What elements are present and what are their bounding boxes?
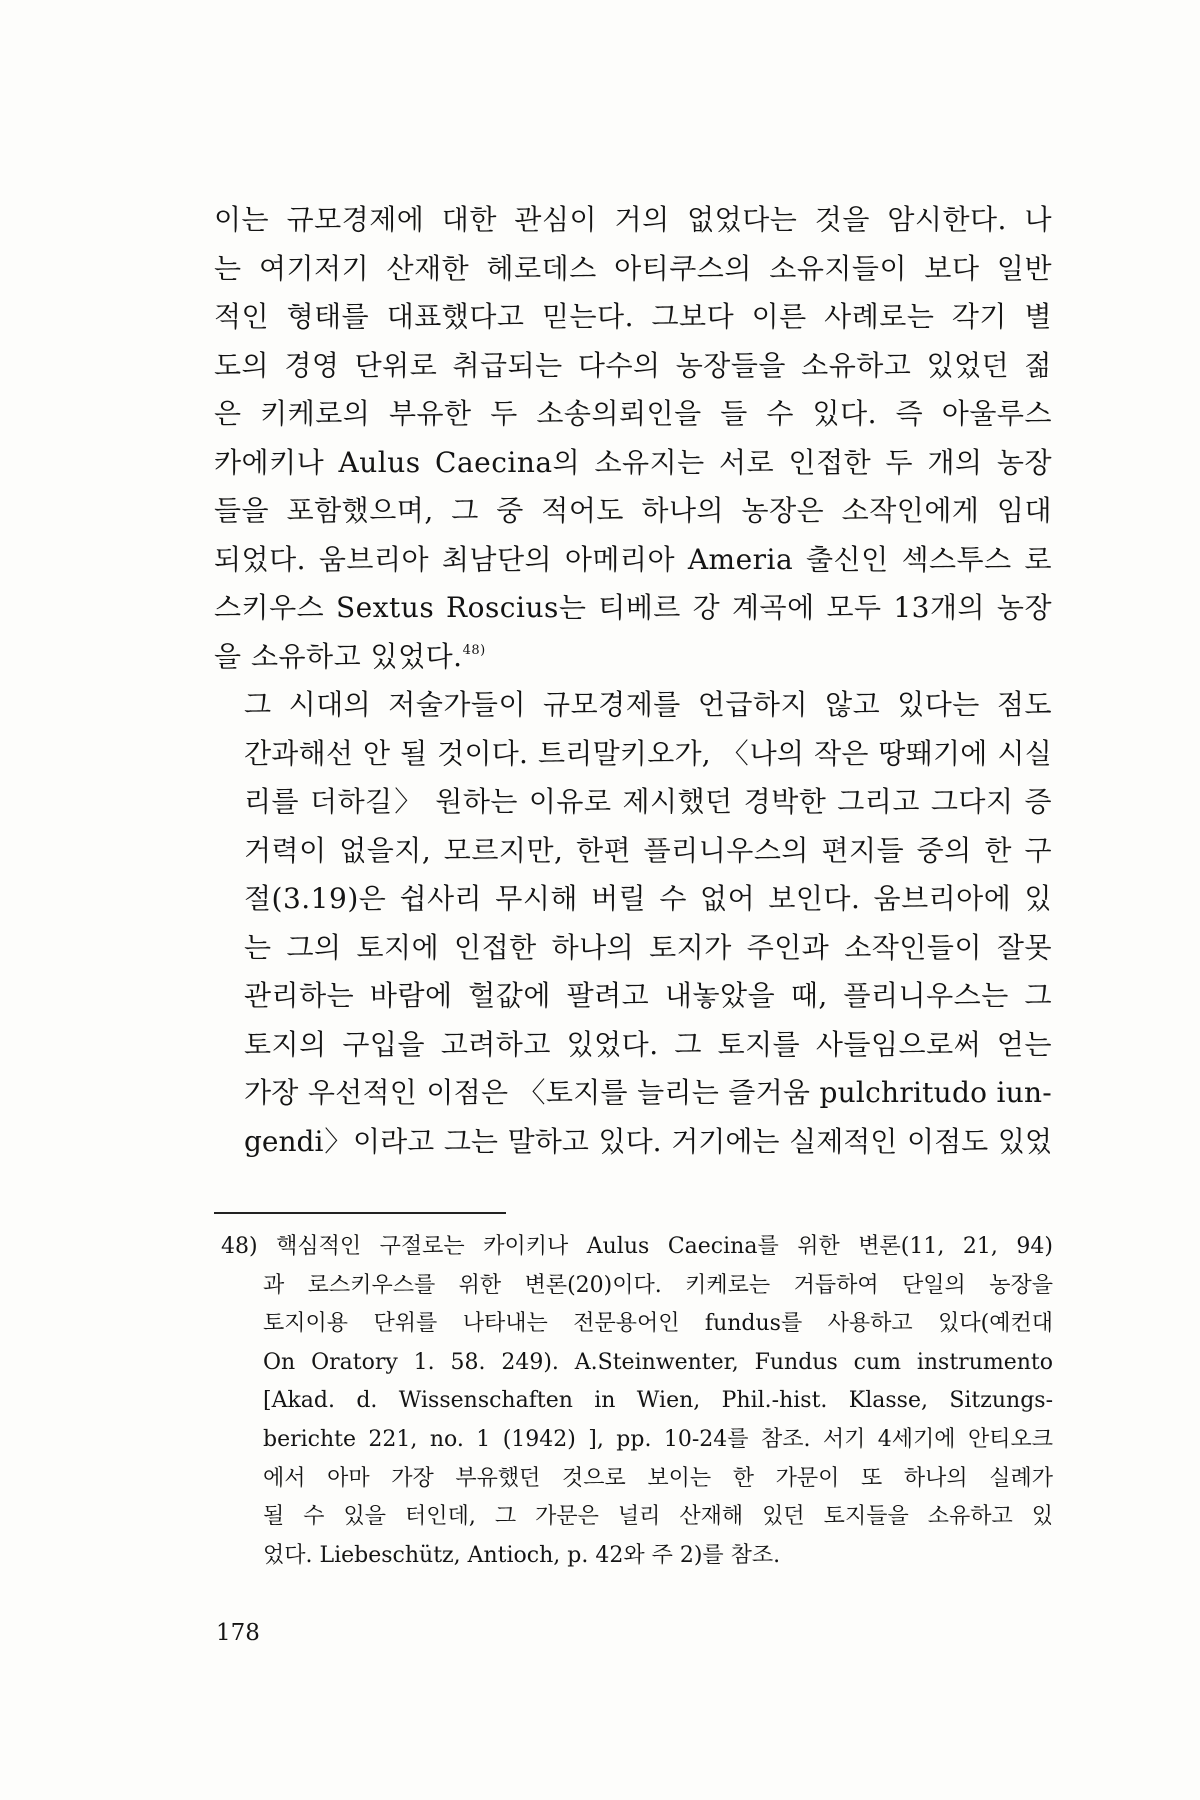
footnote-line: 었다. Liebeschütz, Antioch, p. 42와 주 2)를 참조. [263,1542,781,1568]
text-line: 가장 우선적인 이점은 〈토지를 늘리는 즐거움 pulchritudo iun- [244,1076,1052,1109]
text-line: 간과해선 안 될 것이다. 트리말키오가, 〈나의 작은 땅뙈기에 시실 [244,736,1052,770]
paragraph-2 [214,681,1052,1166]
footnote-divider [214,1212,506,1214]
text-line: 스키우스 Sextus Roscius는 티베르 강 계곡에 모두 13개의 농장 [214,591,1052,624]
text-line: 거력이 없을지, 모르지만, 한편 플리니우스의 편지들 중의 한 구 [244,833,1052,867]
text-line: 는 여기저기 산재한 헤로데스 아티쿠스의 소유지들이 보다 일반 [214,251,1052,285]
footnote-line: 토지이용 단위를 나타내는 전문용어인 fundus를 사용하고 있다(예컨대 [263,1311,1053,1337]
main-text [214,196,1052,1166]
footnote-line: 과 로스키우스를 위한 변론(20)이다. 키케로는 거듭하여 단일의 농장을 [263,1272,1053,1298]
footnote-line: On Oratory 1. 58. 249). A.Steinwenter, Fundus cum instrumento [263,1349,1053,1375]
text-line-last [214,633,1052,682]
footnote-line: berichte 221, no. 1 (1942) ], pp. 10-24를 참조. 서기 4세기에 안티오크 [263,1426,1053,1452]
text-line: gendi〉이라고 그는 말하고 있다. 거기에는 실제적인 이점도 있었 [244,1124,1052,1158]
text-line: 도의 경영 단위로 취급되는 다수의 농장들을 소유하고 있었던 젊 [214,348,1052,382]
text-line: 카에키나 Aulus Caecina의 소유지는 서로 인접한 두 개의 농장 [214,445,1052,479]
text-line-content: 을 소유하고 있었다. [214,639,463,673]
text-line: 되었다. 움브리아 최남단의 아메리아 Ameria 출신인 섹스투스 로 [214,542,1052,576]
text-line: 적인 형태를 대표했다고 믿는다. 그보다 이른 사례로는 각기 별 [214,300,1052,333]
footnote-48 [221,1228,1053,1575]
footnote-line: 될 수 있을 터인데, 그 가문은 널리 산재해 있던 토지들을 소유하고 있 [263,1504,1053,1530]
text-line: 은 키케로의 부유한 두 소송의뢰인을 들 수 있다. 즉 아울루스 [214,397,1052,430]
footnote-line: 에서 아마 가장 부유했던 것으로 보이는 한 가문이 또 하나의 실례가 [263,1465,1053,1491]
text-line: 관리하는 바람에 헐값에 팔려고 내놓았을 때, 플리니우스는 그 [244,979,1052,1012]
text-line: 는 그의 토지에 인접한 하나의 토지가 주인과 소작인들이 잘못 [244,930,1052,964]
text-line: 그 시대의 저술가들이 규모경제를 언급하지 않고 있다는 점도 [244,688,1052,721]
text-line: 리를 더하길〉 원하는 이유로 제시했던 경박한 그리고 그다지 증 [244,785,1052,818]
text-line: 토지의 구입을 고려하고 있었다. 그 토지를 사들임으로써 얻는 [244,1027,1052,1061]
footnote-line: 48) 핵심적인 구절로는 카이키나 Aulus Caecina를 위한 변론(11, 21, 94) [221,1234,1053,1259]
text-line: 들을 포함했으며, 그 중 적어도 하나의 농장은 소작인에게 임대 [214,494,1052,527]
text-line: 이는 규모경제에 대한 관심이 거의 없었다는 것을 암시한다. 나 [214,203,1052,236]
paragraph-1 [214,196,1052,681]
footnote-reference: 48) [462,642,486,658]
page-number: 178 [216,1620,260,1646]
text-line: 절(3.19)은 쉽사리 무시해 버릴 수 없어 보인다. 움브리아에 있 [244,882,1052,915]
footnote-line: [Akad. d. Wissenschaften in Wien, Phil.-hist. Klasse, Sitzungs- [263,1388,1053,1414]
